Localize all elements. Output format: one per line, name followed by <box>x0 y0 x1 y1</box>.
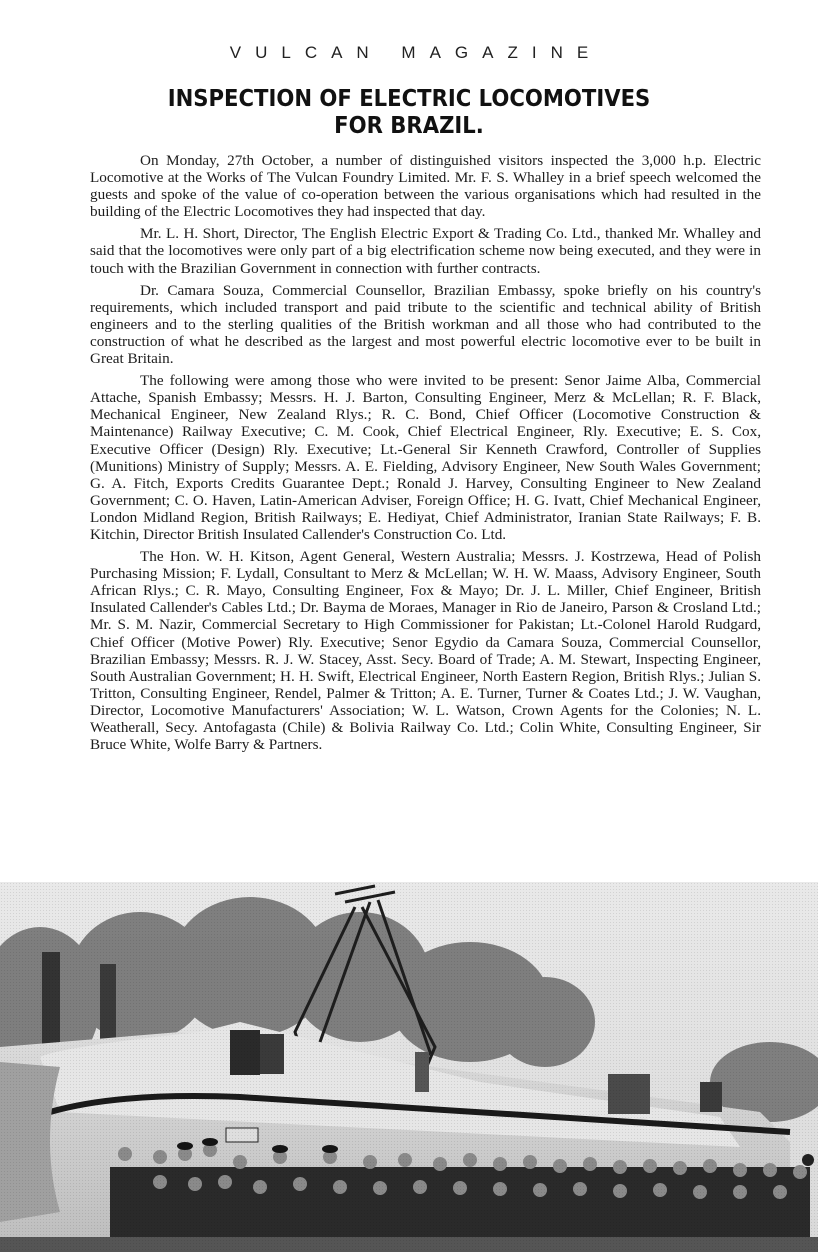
article-headline <box>33 86 786 140</box>
article-body <box>90 152 761 758</box>
paragraph-guest-list-1: The following were among those who were invited to be present: Senor Jaime Alba, Commercial Attache, Spanish Embassy; Messrs. H. J. Barton, Consulting Engineer, Merz & McLellan; R. F. Black, Mechanical Engineer, New Zealand Rlys.; R. C. Bond, Chief Officer (Locomotive Construction & Maintenance) Railway Executive; C. M. Cook, Chief Electrical Engineer, Rly. Executive; E. S. Cox, Executive Officer (Design) Rly. Executive; Lt.-General Sir Kenneth Crawford, Controller of Supplies (Munitions) Ministry of Supply; Messrs. A. E. Fielding, Advisory Engineer, New South Wales Government; G. A. Fitch, Exports Credits Guarantee Dept.; Ronald J. Harvey, Consulting Engineer to New Zealand Government; C. O. Haven, Latin-American Adviser, Foreign Office; H. G. Ivatt, Chief Mechanical Engineer, London Midland Region, British Railways; E. Hediyat, Chief Administrator, Iranian State Railways; F. B. Kitchin, Director British Insulated Callender's Construction Co. Ltd. <box>90 372 761 543</box>
magazine-masthead: VULCAN MAGAZINE <box>229 43 603 62</box>
paragraph-short-speech: Mr. L. H. Short, Director, The English Electric Export & Trading Co. Ltd., thanked Mr. Whalley and said that the locomotives were only part of a big electrification scheme now being executed, and they were in touch with the Brazilian Government in connection with further contracts. <box>90 225 761 277</box>
headline-line-2: FOR BRAZIL. <box>334 113 484 139</box>
headline-line-1: INSPECTION OF ELECTRIC LOCOMOTIVES <box>167 86 651 112</box>
paragraph-guest-list-2: The Hon. W. H. Kitson, Agent General, Western Australia; Messrs. J. Kostrzewa, Head of Polish Purchasing Mission; F. Lydall, Consultant to Merz & McLellan; W. H. W. Maass, Advisory Engineer, South African Rlys.; C. R. Mayo, Consulting Engineer, Fox & Mayo; Dr. J. L. Miller, Chief Engineer, British Insulated Callender's Cables Ltd.; Dr. Bayma de Moraes, Manager in Rio de Janeiro, Parson & Crosland Ltd.; Mr. S. M. Nazir, Commercial Secretary to High Commissioner for Pakistan; Lt.-Colonel Harold Rudgard, Chief Officer (Motive Power) Rly. Executive; Senor Egydio da Camara Souza, Commercial Counsellor, Brazilian Embassy; Messrs. R. J. W. Stacey, Asst. Secy. Board of Trade; A. M. Stewart, Inspecting Engineer, South Australian Government; H. H. Swift, Electrical Engineer, North Eastern Region, British Rlys.; Julian S. Tritton, Consulting Engineer, Rendel, Palmer & Tritton; A. E. Turner, Turner & Coates Ltd.; J. W. Vaughan, Director, Locomotive Manufacturers' Association; W. L. Watson, Crown Agents for the Colonies; N. L. Weatherall, Secy. Antofagasta (Chile) & Bolivia Railway Co. Ltd.; Colin White, Consulting Engineer, Sir Bruce White, Wolfe Barry & Partners. <box>90 548 761 754</box>
paragraph-opening: On Monday, 27th October, a number of distinguished visitors inspected the 3,000 h.p. Electric Locomotive at the Works of The Vulcan Foundry Limited. Mr. F. S. Whalley in a brief speech welcomed the guests and spoke of the value of co-operation between the various organisations which had resulted in the building of the Electric Locomotives they had inspected that day. <box>90 152 761 221</box>
paragraph-souza-speech: Dr. Camara Souza, Commercial Counsellor, Brazilian Embassy, spoke briefly on his country's requirements, which included transport and paid tribute to the scientific and technical ability of British engineers and to the sterling qualities of the British workman and all those who had contributed to the construction of what he described as the largest and most powerful electric locomotive ever to be built in Great Britain. <box>90 281 761 368</box>
locomotive-photograph <box>0 882 818 1252</box>
